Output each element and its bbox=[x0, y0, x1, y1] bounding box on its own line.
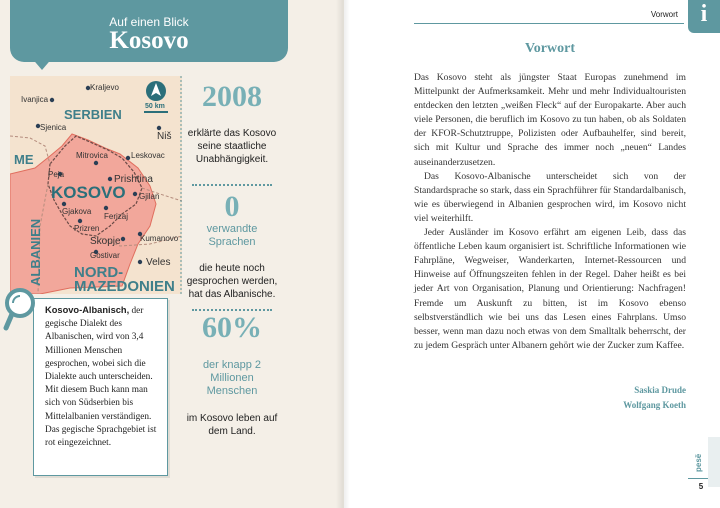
paragraph-1: Das Kosovo steht als jüngster Staat Europas zunehmend im Mittelpunkt der Aufmerksamkeit. Mehr und mehr Individualtouristen entdecken den letzten „weißen Fleck“ auf der Europakarte. Aber auch viele Personen, die beruflich im Kosovo zu tun haben, ob als Soldaten der KFOR-Schutztruppe, Polizisten oder Aufbauhelfer, sind bereit, sich mit Kultur und Sprache des immer noch „neuen“ Landes auseinanderzusetzen. bbox=[414, 72, 686, 168]
city-leskovac: Leskovac bbox=[131, 151, 165, 160]
stat-year-caption: erklärte das Kosovo seine staatliche Unabhängigkeit. bbox=[187, 128, 277, 165]
author-1: Saskia Drude bbox=[634, 385, 686, 395]
city-gjakova: Gjakova bbox=[62, 207, 92, 216]
country-mazedonien: MAZEDONIEN bbox=[74, 278, 175, 295]
header-tab bbox=[10, 0, 288, 62]
stat-year: 2008 bbox=[202, 80, 262, 113]
city-ferizaj: Ferizaj bbox=[104, 212, 129, 221]
magnifier-icon bbox=[3, 288, 37, 332]
paragraph-2: Das Kosovo-Albanische unterscheidet sich von der Standardsprache so stark, dass ein Sprachführer für Standardalbanisch, wie es überwiegend in Albanien gesprochen wird, im Kosovo nicht viel weiterhilft. bbox=[414, 170, 687, 224]
info-box bbox=[33, 298, 168, 476]
side-tab bbox=[708, 437, 720, 487]
country-serbien: SERBIEN bbox=[64, 107, 122, 122]
city-nis: Niš bbox=[157, 131, 172, 142]
country-albanien: ALBANIEN bbox=[28, 218, 43, 286]
stat-divider-1 bbox=[192, 184, 272, 186]
stat-zero: 0 bbox=[224, 190, 240, 223]
info-icon: i bbox=[700, 1, 708, 27]
city-veles: Veles bbox=[146, 257, 171, 268]
stat-percent: 60% bbox=[202, 311, 262, 344]
page-number-rule bbox=[688, 478, 708, 479]
header-tab-pointer bbox=[30, 56, 54, 70]
section-title: Vorwort bbox=[524, 41, 576, 56]
stat-zero-label: verwandte Sprachen bbox=[206, 223, 258, 248]
city-skopje: Skopje bbox=[90, 236, 121, 247]
header-subtitle: Auf einen Blick bbox=[109, 15, 189, 29]
country-kosovo: KOSOVO bbox=[51, 183, 126, 202]
city-gostivar: Gostivar bbox=[90, 251, 120, 260]
city-mitrovica: Mitrovica bbox=[76, 151, 109, 160]
country-me: ME bbox=[14, 152, 34, 167]
body-text bbox=[414, 71, 686, 353]
city-prizren: Prizren bbox=[74, 224, 100, 233]
stat-zero-caption: die heute noch gesprochen werden, hat das Albanische. bbox=[186, 263, 278, 300]
country-nord: NORD- bbox=[74, 264, 124, 281]
paragraph-3: Jeder Ausländer im Kosovo erfährt am eigenen Leib, dass das öffentliche Leben kaum organisiert ist. Schriftliche Informationen wie Fahrpläne, Wegweiser, Wanderkarten, Internet-Ressourcen und Hinweise auf Öffnungszeiten fehlen in der Regel. Daher heißt es bei jeder Art von Organisation, Planung und Orientierung: Nachfragen! Fremde um Auskunft zu bitten, ist im Kosovo ebenso selbstverständlich wie bei uns das Lesen eines Fahrplans. Umso besser, wenn man dazu noch etwas von dem Smalltalk beherrscht, der zu jedem Gespräch unter Albanern gehört wie der Zucker zum Kaffee. bbox=[414, 227, 686, 351]
city-peja: Peja bbox=[48, 170, 65, 179]
page-number: 5 bbox=[698, 482, 704, 491]
author-2: Wolfgang Koeth bbox=[623, 400, 686, 410]
stat-percent-caption: im Kosovo leben auf dem Land. bbox=[186, 413, 278, 437]
city-gjilan: Gjilan bbox=[139, 192, 160, 201]
city-kumanovo: Kumanovo bbox=[140, 234, 179, 243]
info-tab bbox=[688, 0, 720, 33]
page-gutter bbox=[336, 0, 350, 508]
running-head bbox=[414, 10, 684, 24]
city-ivanjica: Ivanjica bbox=[21, 95, 49, 104]
city-prishtina: Prishtina bbox=[114, 174, 153, 185]
running-head-label: Vorwort bbox=[650, 10, 678, 19]
scale-label: 50 km bbox=[145, 103, 165, 110]
side-label-text: pesë bbox=[694, 453, 703, 472]
city-sjenica: Sjenica bbox=[40, 123, 67, 132]
header-title: Kosovo bbox=[109, 27, 189, 54]
info-box-body: der gegische Dialekt des Albanischen, wird von 3,4 Millionen Menschen gesprochen, wobei sich die Dialekte auch unterscheiden. Mit diesem Buch kann man sich von Südserbien bis Mittelalbanien verständigen. Das gegische Sprachgebiet ist rot eingezeichnet. bbox=[45, 306, 157, 449]
info-box-text bbox=[45, 304, 163, 450]
city-kraljevo: Kraljevo bbox=[90, 83, 119, 92]
side-label bbox=[694, 444, 706, 474]
kosovo-map bbox=[10, 76, 182, 294]
stat-percent-label: der knapp 2 Millionen Menschen bbox=[202, 359, 262, 397]
info-box-term: Kosovo-Albanisch, bbox=[45, 305, 130, 315]
